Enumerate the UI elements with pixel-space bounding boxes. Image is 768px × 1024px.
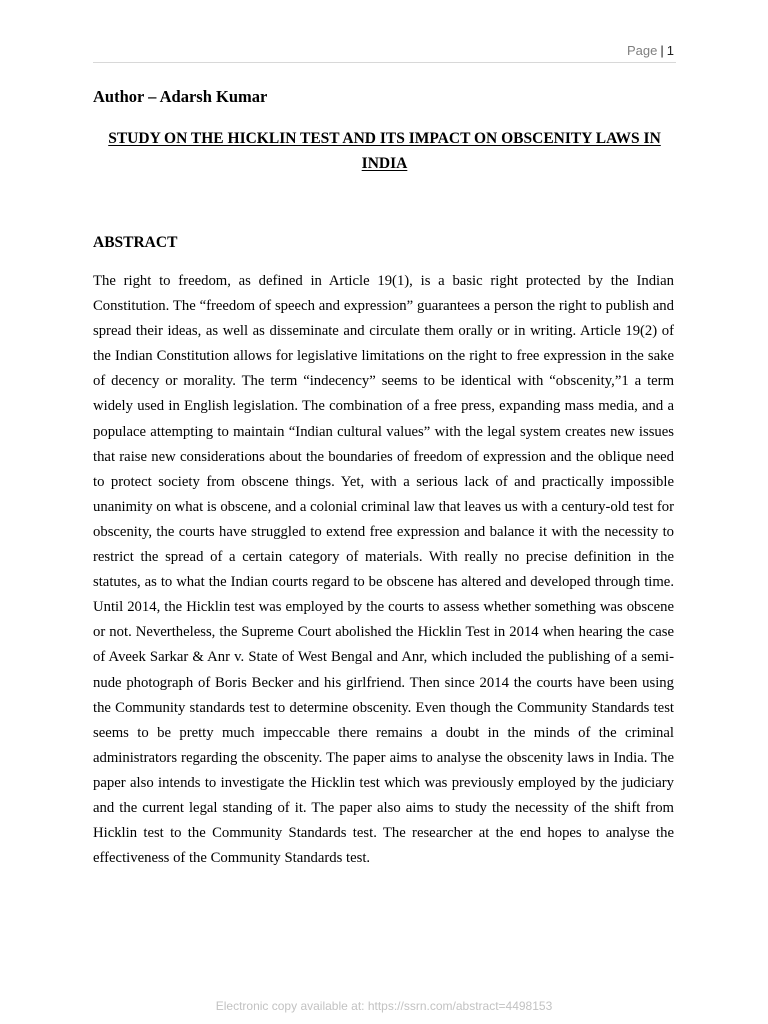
paper-title (93, 126, 676, 176)
page-number (627, 43, 674, 58)
author-line: Author – Adarsh Kumar (93, 87, 268, 106)
page-separator: | (660, 43, 664, 58)
ssrn-footer: Electronic copy available at: https://ssrn.com/abstract=4498153 (215, 999, 553, 1013)
abstract-heading: ABSTRACT (93, 234, 178, 251)
page-header (93, 40, 676, 63)
abstract-body: The right to freedom, as defined in Article 19(1), is a basic right protected by the Indian Constitution. The “freedom of speech and expression” guarantees a person the right to publish and spread their ideas, as well as disseminate and circulate them orally or in writing. Article 19(2) of the Indian Constitution allows for legislative limitations on the right to free expression in the sake of decency or morality. The term “indecency” seems to be identical with “obscenity,”1 a term widely used in English legislation. The combination of a free press, expanding mass media, and a populace attempting to maintain “Indian cultural values” with the legal system creates new issues that raise new considerations about the boundaries of freedom of expression and the oblique need to protect society from obscene things. Yet, with a serious lack of and practically impossible unanimity on what is obscene, and a colonial criminal law that leaves us with a century-old test for obscenity, the courts have struggled to extend free expression and balance it with the necessity to restrict the spread of a certain category of materials. With really no precise definition in the statutes, as to what the Indian courts regard to be obscene has altered and developed through time. Until 2014, the Hicklin test was employed by the courts to assess whether something was obscene or not. Nevertheless, the Supreme Court abolished the Hicklin Test in 2014 when hearing the case of Aveek Sarkar & Anr v. State of West Bengal and Anr, which included the publishing of a semi-nude photograph of Boris Becker and his girlfriend. Then since 2014 the courts have been using the Community standards test to determine obscenity. Even though the Community Standards test seems to be pretty much impeccable there remains a doubt in the minds of the criminal administrators regarding the obscenity. The paper aims to analyse the obscenity laws in India. The paper also intends to investigate the Hicklin test which was previously employed by the judiciary and the current legal standing of it. The paper also aims to study the necessity of the shift from Hicklin test to the Community Standards test. The researcher at the end hopes to analyse the effectiveness of the Community Standards test. (93, 273, 674, 867)
page-label: Page (627, 43, 658, 58)
page-number-value: 1 (666, 43, 674, 58)
paper-title-text: STUDY ON THE HICKLIN TEST AND ITS IMPACT ON OBSCENITY LAWS IN INDIA (108, 130, 661, 172)
